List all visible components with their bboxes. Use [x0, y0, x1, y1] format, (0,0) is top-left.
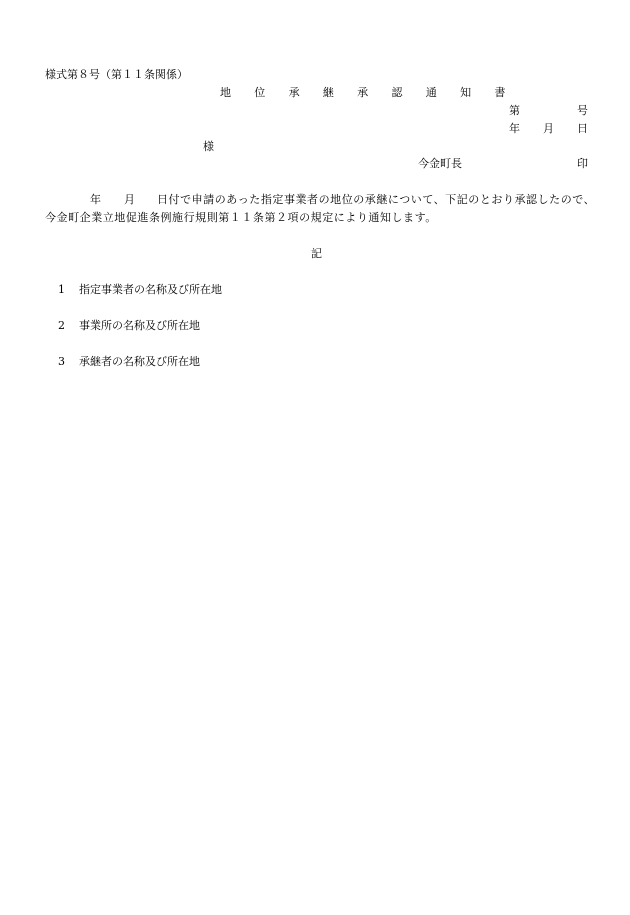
body-line2: 今金町企業立地促進条例施行規則第１１条第２項の規定により通知します。: [45, 211, 437, 224]
form-label: 様式第８号（第１１条関係）: [45, 68, 188, 81]
document-title: 地 位 承 継 承 認 通 知 書: [220, 86, 516, 99]
addressee-suffix: 様: [203, 140, 214, 153]
issuer-name: 今金町長: [418, 157, 462, 170]
number-go: 号: [577, 104, 588, 117]
item-number: 1: [58, 283, 65, 296]
item-text: 承継者の名称及び所在地: [79, 355, 200, 368]
item-number: 3: [58, 355, 65, 368]
date-day: 日: [577, 122, 588, 135]
item-text: 事業所の名称及び所在地: [79, 319, 200, 332]
date-year: 年: [509, 122, 520, 135]
body-year: 年: [90, 193, 101, 206]
seal-mark: 印: [577, 157, 588, 170]
item-number: 2: [58, 319, 65, 332]
date-month: 月: [543, 122, 554, 135]
item-text: 指定事業者の名称及び所在地: [79, 283, 222, 296]
body-line1: 日付で申請のあった指定事業者の地位の承継について、下記のとおり承認したので、: [157, 193, 596, 206]
ki-heading: 記: [311, 247, 322, 260]
number-dai: 第: [509, 104, 520, 117]
body-month: 月: [124, 193, 135, 206]
